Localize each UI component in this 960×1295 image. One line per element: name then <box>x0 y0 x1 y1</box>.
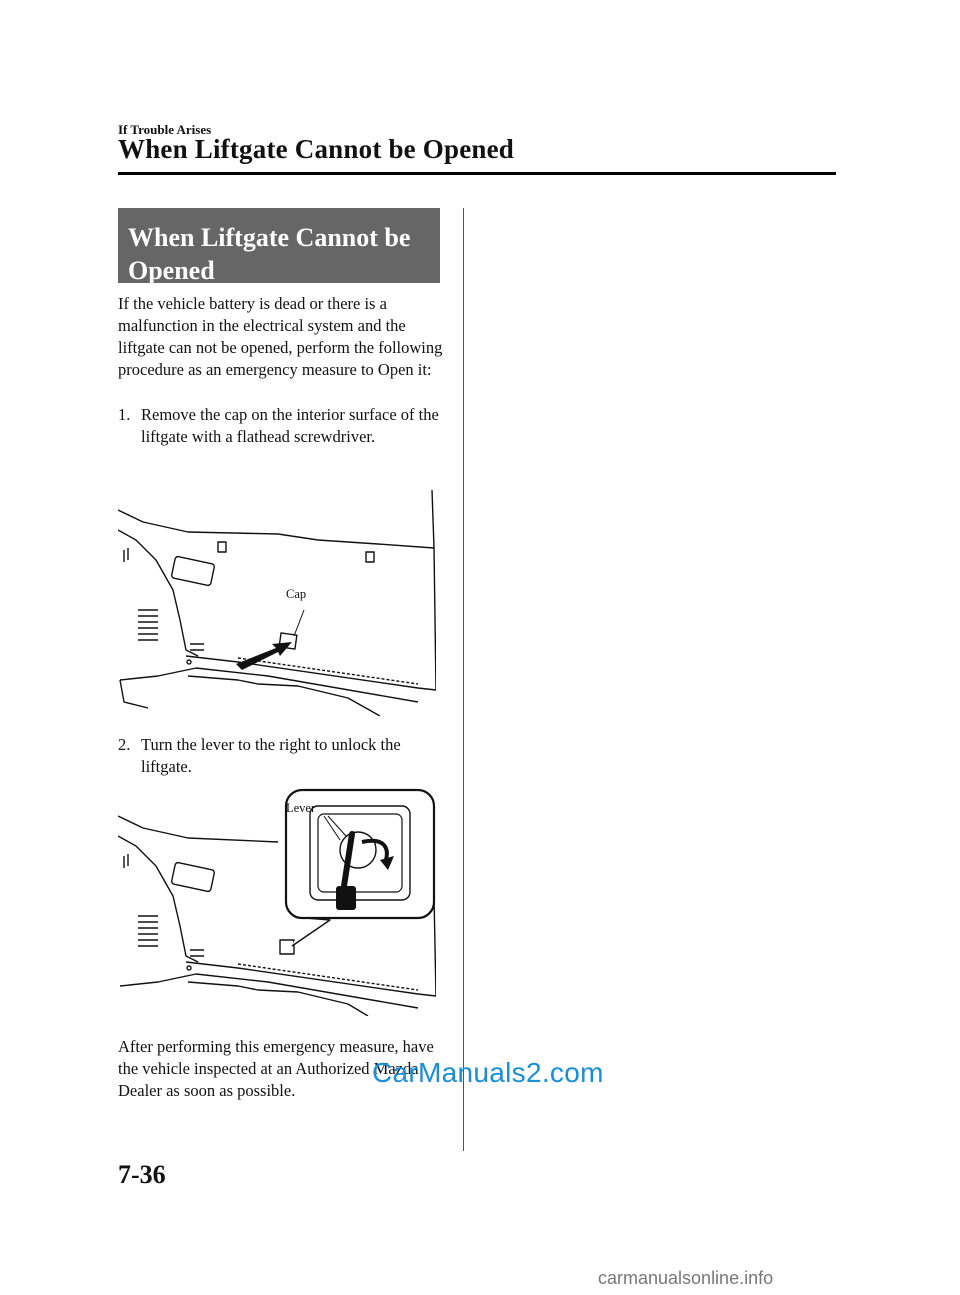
step-2 <box>118 734 443 778</box>
cap-illustration <box>118 480 436 716</box>
site-watermark: CarManuals2.com <box>372 1057 604 1088</box>
step-text: Turn the lever to the right to unlock the liftgate. <box>141 735 401 776</box>
section-heading-line1: When Liftgate Cannot be <box>128 223 411 252</box>
lever-detail-inset <box>286 790 434 918</box>
page-number: 7-36 <box>118 1160 166 1189</box>
cap-callout: Cap <box>286 587 307 601</box>
section-label: If Trouble Arises <box>118 122 212 137</box>
closing-paragraph: After performing this emergency measure, have the vehicle inspected at an Authorized Mazda Dealer as soon as possible. <box>118 1037 434 1100</box>
liftgate-upper-edge <box>118 510 434 548</box>
column-divider <box>463 208 464 1151</box>
lever-callout: Lever <box>286 801 316 815</box>
intro-paragraph: If the vehicle battery is dead or there is a malfunction in the electrical system and the liftgate can not be opened, perform the following procedure as an emergency measure to Open it: <box>118 294 443 379</box>
running-title: When Liftgate Cannot be Opened <box>118 134 515 164</box>
footer-watermark: carmanualsonline.info <box>598 1268 774 1288</box>
step-text: Remove the cap on the interior surface of the liftgate with a flathead screwdriver. <box>141 405 439 446</box>
lever-illustration <box>118 786 436 1016</box>
step-1 <box>118 404 443 448</box>
step-number: 1. <box>118 405 131 424</box>
section-heading-line2: Opened <box>128 256 215 285</box>
step-number: 2. <box>118 735 131 754</box>
header-rule <box>118 172 836 175</box>
section-heading <box>118 208 440 283</box>
